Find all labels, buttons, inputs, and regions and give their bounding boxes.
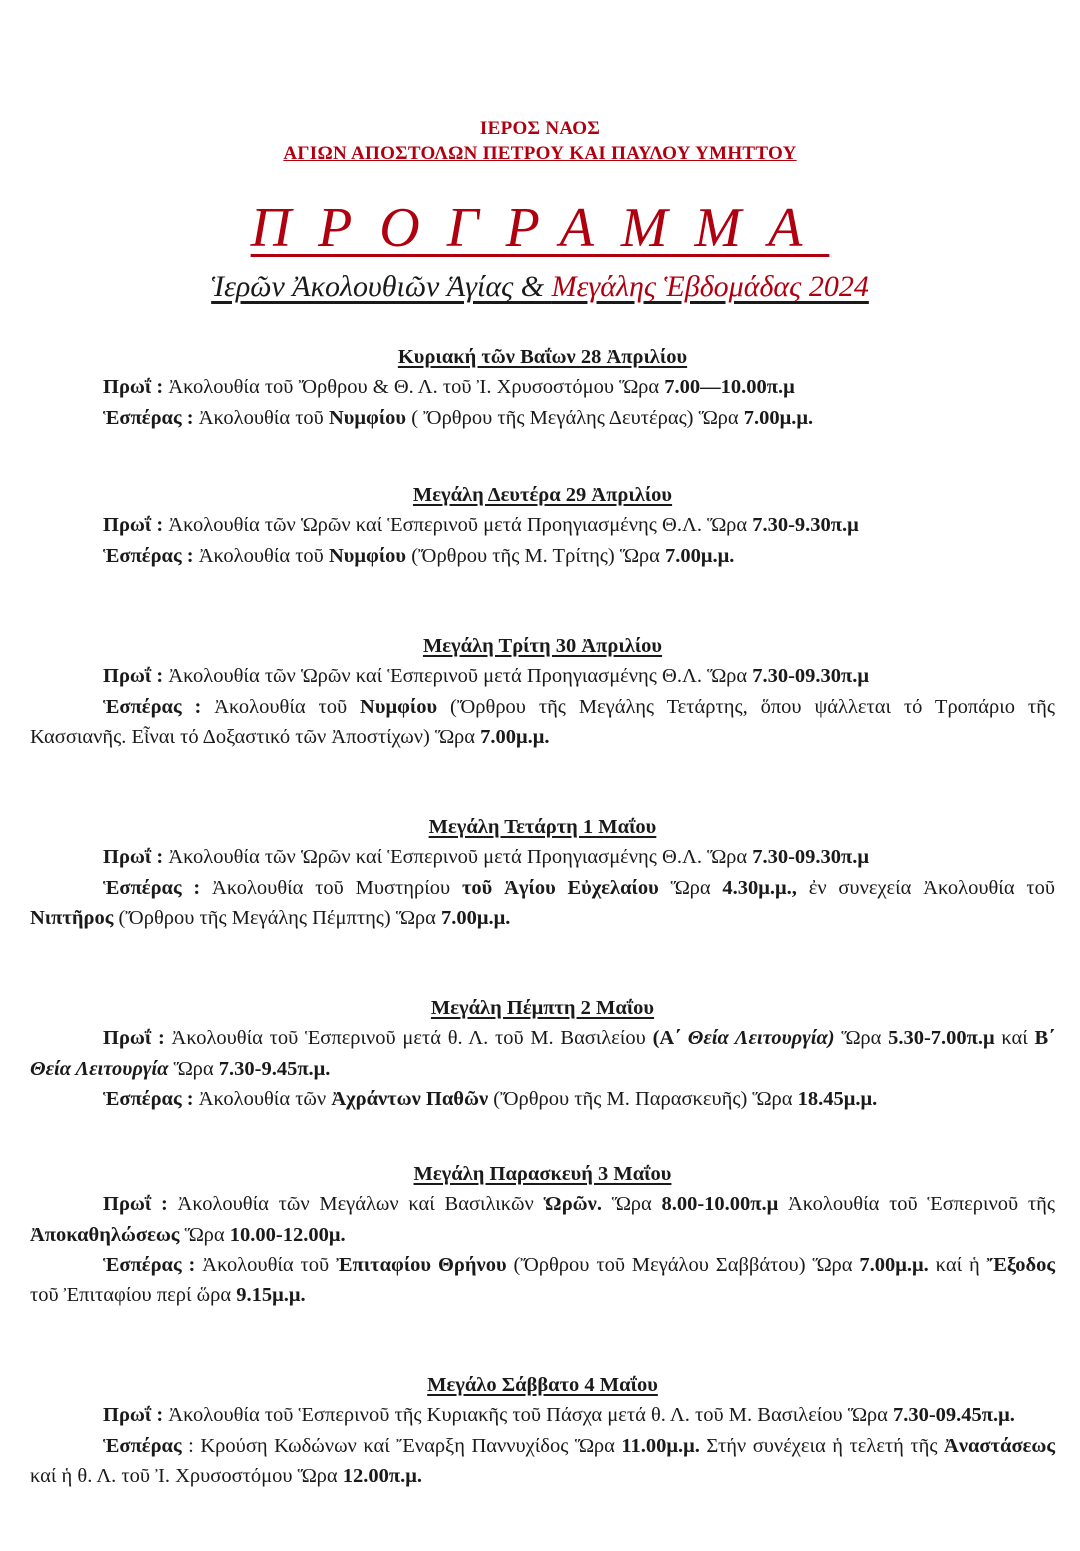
morning-time: 10.00-12.00μ. (229, 1223, 346, 1246)
evening-text: καί ἡ (928, 1253, 987, 1276)
day-title: Μεγάλη Τετάρτη 1 Μαΐου (428, 816, 657, 838)
evening-label: Ἑσπέρας : (103, 406, 194, 429)
morning-text: καί (994, 1027, 1035, 1050)
evening-highlight: Νυμφίου (328, 544, 407, 567)
day-section (30, 1159, 1055, 1310)
evening-service (30, 873, 1055, 934)
morning-label: Πρωΐ : (103, 1193, 168, 1216)
evening-service (30, 403, 1055, 433)
morning-label: Πρωΐ : (103, 514, 164, 537)
evening-service (30, 1250, 1055, 1311)
evening-text: (Ὄρθρου τῆς Μ. Παρασκευῆς) Ὥρα (488, 1087, 798, 1110)
evening-time: 9.15μ.μ. (236, 1284, 306, 1307)
morning-text: Ὥρα (168, 1057, 219, 1080)
morning-time: 7.30-9.45π.μ. (218, 1057, 331, 1080)
evening-label: Ἑσπέρας : (103, 1087, 194, 1110)
morning-service (30, 510, 1055, 540)
day-title: Κυριακή τῶν Βαΐων 28 Ἀπριλίου (397, 346, 688, 368)
church-label: ΙΕΡΟΣ ΝΑΟΣ (479, 118, 601, 139)
morning-highlight: Β΄ (1034, 1027, 1055, 1050)
morning-highlight: Ὡρῶν. (543, 1193, 602, 1216)
evening-service (30, 541, 1055, 571)
page-title: ΠΡΟΓΡΑΜΜΑ (250, 197, 830, 259)
morning-label: Πρωΐ : (103, 1404, 164, 1427)
evening-highlight: τοῦ Ἁγίου Εὐχελαίου (461, 876, 659, 899)
day-section (30, 480, 1055, 571)
evening-highlight: Ἀναστάσεως (944, 1434, 1056, 1457)
evening-highlight: Ἔξοδος (986, 1253, 1055, 1276)
page-subtitle (0, 270, 1080, 304)
evening-label: Ἑσπέρας : (103, 695, 202, 718)
evening-highlight: Νυμφίου (328, 406, 407, 429)
evening-text: Ἀκολουθία τοῦ (201, 695, 361, 718)
evening-text: ( Ὄρθρου τῆς Μεγάλης Δευτέρας) Ὥρα (406, 406, 744, 429)
evening-text: καί ἡ θ. Λ. τοῦ Ἰ. Χρυσοστόμου Ὥρα (30, 1464, 343, 1487)
subtitle-part-2: Μεγάλης Ἑβδομάδας 2024 (551, 270, 869, 303)
morning-label: Πρωΐ : (103, 846, 164, 869)
evening-label: Ἑσπέρας : (103, 876, 201, 899)
evening-text: Ἀκολουθία τοῦ (195, 1253, 337, 1276)
day-section (30, 812, 1055, 933)
evening-label: Ἑσπέρας (103, 1434, 182, 1457)
day-title: Μεγάλη Δευτέρα 29 Ἀπριλίου (412, 484, 673, 506)
morning-text: Ἀκολουθία τοῦ Ἑσπερινοῦ μετά θ. Λ. τοῦ Μ. Βασιλείου (164, 1027, 653, 1050)
day-title: Μεγάλο Σάββατο 4 Μαΐου (427, 1374, 658, 1396)
morning-text: Ἀκολουθία τοῦ Ἑσπερινοῦ τῆς (778, 1193, 1055, 1216)
evening-label: Ἑσπέρας : (103, 1253, 196, 1276)
morning-service (30, 1189, 1055, 1250)
morning-text: Ὥρα (179, 1223, 230, 1246)
evening-text: Ἀκολουθία τοῦ (193, 544, 329, 567)
church-name: ΑΓΙΩΝ ΑΠΟΣΤΟΛΩΝ ΠΕΤΡΟΥ ΚΑΙ ΠΑΥΛΟΥ ΥΜΗΤΤΟΥ (283, 143, 797, 164)
evening-text: (Ὄρθρου τοῦ Μεγάλου Σαββάτου) Ὥρα (506, 1253, 860, 1276)
morning-service (30, 372, 1055, 402)
day-section (30, 1370, 1055, 1491)
evening-text: : Κρούση Κωδώνων καί Ἔναρξη Παννυχίδος Ὥρα (181, 1434, 622, 1457)
morning-label: Πρωΐ : (103, 665, 164, 688)
evening-text: Ἀκολουθία τῶν (193, 1087, 332, 1110)
morning-time: 7.00—10.00π.μ (664, 376, 795, 399)
morning-service (30, 1023, 1055, 1084)
morning-highlight: 5.30-7.00π.μ (888, 1027, 995, 1050)
evening-text: Ἀκολουθία τοῦ (193, 406, 329, 429)
evening-text: Στήν συνέχεια ἡ τελετή τῆς (699, 1434, 945, 1457)
evening-text: (Ὄρθρου τῆς Μεγάλης Τετάρτης, ὅπου ψάλλεται τό Τροπάριο τῆς Κασσιανῆς. Εἶναι τό Δοξαστικό τῶν Ἀποστίχων) Ὥρα (30, 695, 1055, 748)
evening-highlight: 4.30μ.μ., (722, 876, 797, 899)
morning-liturgy: Θεία Λειτουργία (30, 1057, 169, 1080)
subtitle-part-1: Ἱερῶν Ἀκολουθιῶν Ἁγίας & (211, 270, 552, 303)
morning-text: Ἀκολουθία τοῦ Ἑσπερινοῦ τῆς Κυριακῆς τοῦ Πάσχα μετά θ. Λ. τοῦ Μ. Βασιλείου Ὥρα (163, 1404, 893, 1427)
evening-time: 18.45μ.μ. (797, 1087, 878, 1110)
morning-text: Ἀκολουθία τῶν Ὡρῶν καί Ἑσπερινοῦ μετά Προηγιασμένης Θ.Λ. Ὥρα (163, 665, 753, 688)
evening-time: 7.00μ.μ. (665, 544, 735, 567)
day-title: Μεγάλη Τρίτη 30 Ἀπριλίου (422, 635, 663, 657)
morning-time: 7.30-9.30π.μ (752, 514, 859, 537)
morning-text: Ἀκολουθία τοῦ Ὄρθρου & Θ. Λ. τοῦ Ἰ. Χρυσοστόμου Ὥρα (163, 376, 665, 399)
evening-text: (Ὄρθρου τῆς Μ. Τρίτης) Ὥρα (406, 544, 666, 567)
morning-time: 7.30-09.30π.μ (752, 665, 870, 688)
evening-text: Ἀκολουθία τοῦ Μυστηρίου (200, 876, 462, 899)
morning-label: Πρωΐ : (103, 1027, 165, 1050)
morning-text: Ἀκολουθία τῶν Ὡρῶν καί Ἑσπερινοῦ μετά Προηγιασμένης Θ.Λ. Ὥρα (163, 846, 753, 869)
day-section (30, 631, 1055, 752)
evening-time: 7.00μ.μ. (441, 906, 511, 929)
evening-text: τοῦ Ἐπιταφίου περί ὥρα (30, 1284, 237, 1307)
day-section (30, 993, 1055, 1114)
evening-label: Ἑσπέρας : (103, 544, 194, 567)
day-title: Μεγάλη Παρασκευή 3 Μαΐου (413, 1163, 672, 1185)
morning-highlight: Ἀποκαθηλώσεως (30, 1223, 180, 1246)
morning-service (30, 1400, 1055, 1430)
evening-highlight: Νιπτῆρος (30, 906, 114, 929)
evening-time: 7.00μ.μ. (743, 406, 814, 429)
morning-text: Ὥρα (601, 1193, 662, 1216)
morning-text: Ὥρα (834, 1027, 889, 1050)
morning-label: Πρωΐ : (103, 376, 164, 399)
morning-time: 7.30-09.45π.μ. (892, 1404, 1015, 1427)
evening-time: 12.00π.μ. (342, 1464, 422, 1487)
evening-highlight: Ἐπιταφίου Θρήνου (336, 1253, 507, 1276)
evening-text: ἐν συνεχεία Ἀκολουθία τοῦ (796, 876, 1055, 899)
evening-text: (Ὄρθρου τῆς Μεγάλης Πέμπτης) Ὥρα (113, 906, 442, 929)
evening-highlight: Νυμφίου (360, 695, 438, 718)
day-section (30, 342, 1055, 433)
day-title: Μεγάλη Πέμπτη 2 Μαΐου (430, 997, 655, 1019)
evening-service (30, 1431, 1055, 1492)
morning-text: Ἀκολουθία τῶν Μεγάλων καί Βασιλικῶν (167, 1193, 544, 1216)
morning-highlight: (Α΄ (652, 1027, 688, 1050)
morning-time: 7.30-09.30π.μ (752, 846, 870, 869)
morning-highlight: 8.00-10.00π.μ (661, 1193, 779, 1216)
evening-time: 7.00μ.μ. (480, 725, 550, 748)
evening-highlight: 11.00μ.μ. (621, 1434, 700, 1457)
morning-service (30, 842, 1055, 872)
morning-text: Ἀκολουθία τῶν Ὡρῶν καί Ἑσπερινοῦ μετά Προηγιασμένης Θ.Λ. Ὥρα (163, 514, 753, 537)
evening-service (30, 1084, 1055, 1114)
evening-text: Ὥρα (658, 876, 723, 899)
morning-liturgy: Θεία Λειτουργία) (687, 1027, 835, 1050)
evening-highlight: 7.00μ.μ. (859, 1253, 929, 1276)
morning-service (30, 661, 1055, 691)
evening-service (30, 692, 1055, 753)
evening-highlight: Ἀχράντων Παθῶν (331, 1087, 489, 1110)
